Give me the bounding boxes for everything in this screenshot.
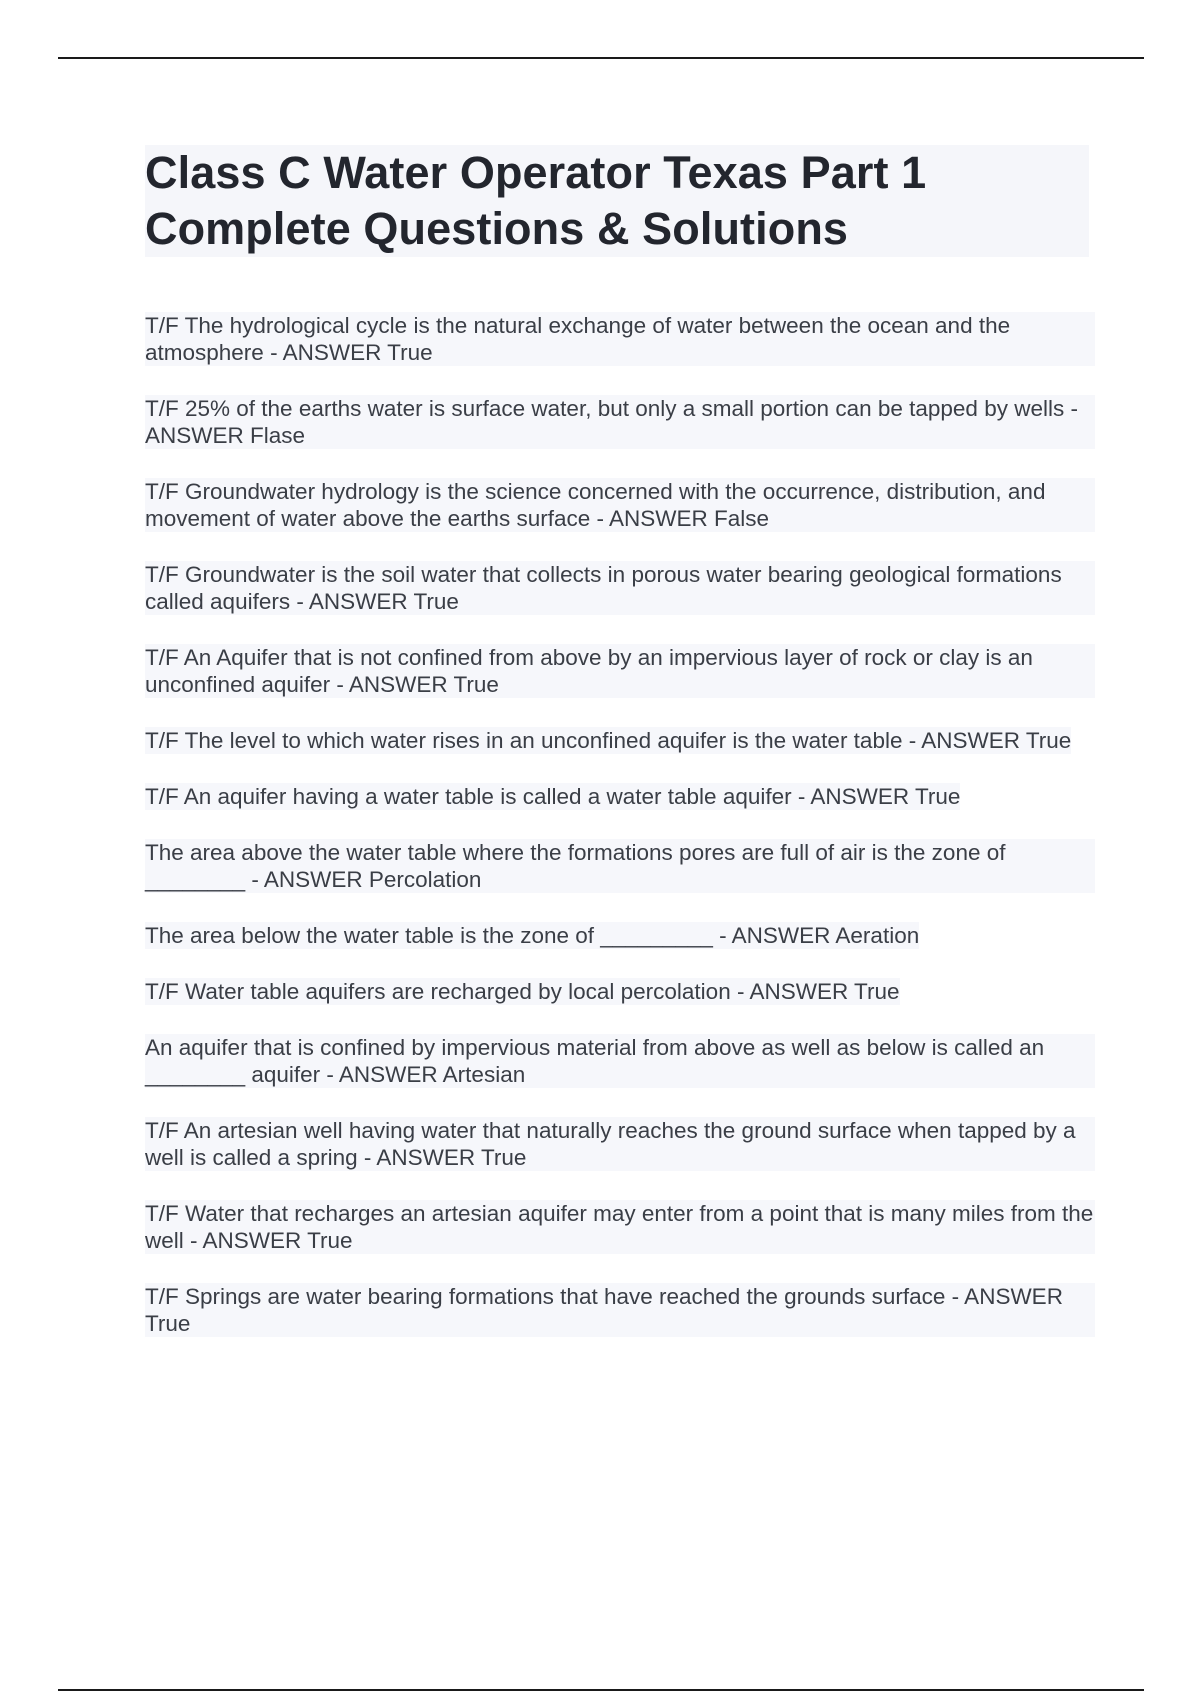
qa-list [145, 312, 1095, 1366]
qa-item: T/F An Aquifer that is not confined from above by an impervious layer of rock or clay is an unconfined aquifer - ANSWER True [145, 644, 1095, 698]
qa-item: An aquifer that is confined by impervious material from above as well as below is called an ________ aquifer - ANSWER Artesian [145, 1034, 1095, 1088]
document-title: Class C Water Operator Texas Part 1 Complete Questions & Solutions [145, 147, 927, 254]
qa-item: T/F Springs are water bearing formations that have reached the grounds surface - ANSWER True [145, 1283, 1095, 1337]
qa-item: The area above the water table where the formations pores are full of air is the zone of ________ - ANSWER Percolation [145, 839, 1095, 893]
qa-item: T/F Water that recharges an artesian aquifer may enter from a point that is many miles from the well - ANSWER True [145, 1201, 1094, 1253]
qa-item: T/F Groundwater is the soil water that collects in porous water bearing geological formations called aquifers - ANSWER True [145, 561, 1095, 615]
qa-item: T/F The hydrological cycle is the natural exchange of water between the ocean and the atmosphere - ANSWER True [145, 312, 1095, 366]
qa-item: T/F The level to which water rises in an unconfined aquifer is the water table - ANSWER True [145, 728, 1072, 753]
qa-item: T/F An aquifer having a water table is called a water table aquifer - ANSWER True [145, 784, 961, 809]
qa-item: T/F 25% of the earths water is surface water, but only a small portion can be tapped by wells - ANSWER Flase [145, 395, 1095, 449]
qa-item: T/F Water table aquifers are recharged by local percolation - ANSWER True [145, 979, 900, 1004]
qa-item: T/F Groundwater hydrology is the science concerned with the occurrence, distribution, and movement of water above the earths surface - ANSWER False [145, 478, 1095, 532]
title-block [145, 145, 1089, 257]
qa-item: T/F An artesian well having water that naturally reaches the ground surface when tapped by a well is called a spring - ANSWER True [145, 1117, 1095, 1171]
header-rule [58, 57, 1144, 59]
qa-item: The area below the water table is the zone of _________ - ANSWER Aeration [145, 923, 920, 948]
footer-rule [58, 1689, 1144, 1691]
